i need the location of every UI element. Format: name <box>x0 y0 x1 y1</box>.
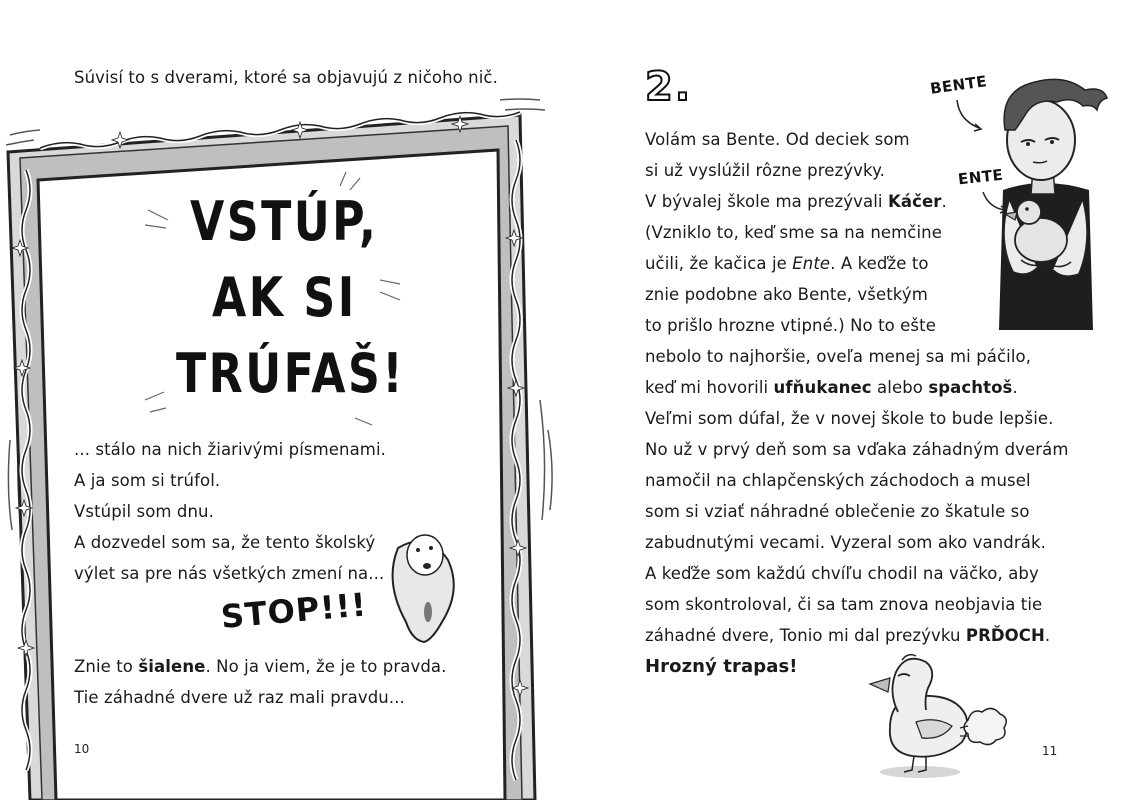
sign-line: AK SI <box>212 266 357 329</box>
body-line: znie podobne ako Bente, všetkým <box>645 285 928 304</box>
body-line: A dozvedel som sa, že tento školský <box>74 533 376 552</box>
body-line: si už vyslúžil rôzne prezývky. <box>645 161 885 180</box>
body-line: A keďže som každú chvíľu chodil na väčko, aby <box>645 564 1039 583</box>
body-line: Volám sa Bente. Od deciek som <box>645 130 910 149</box>
closing-line: Tie záhadné dvere už raz mali pravdu... <box>74 688 405 707</box>
body-line: namočil na chlapčenských záchodoch a musel <box>645 471 1031 490</box>
body-line: No už v prvý deň som sa vďaka záhadným dverám <box>645 440 1069 459</box>
body-line: ... stálo na nich žiarivými písmenami. <box>74 440 387 459</box>
body-line: učili, že kačica je Ente. A keďže to <box>645 254 929 273</box>
body-line: (Vzniklo to, keď sme sa na nemčine <box>645 223 942 242</box>
body-line: Vstúpil som dnu. <box>74 502 214 521</box>
body-line: zabudnutými vecami. Vyzeral som ako vandrák. <box>645 533 1046 552</box>
body-line: nebolo to najhoršie, oveľa menej sa mi páčilo, <box>645 347 1032 366</box>
intro-text: Súvisí to s dverami, ktoré sa objavujú z ničoho nič. <box>74 68 498 87</box>
page-number: 10 <box>74 742 90 756</box>
body-line: A ja som si trúfol. <box>74 471 221 490</box>
chapter-number: 2. <box>645 64 693 110</box>
duck-illustration <box>860 650 1010 780</box>
label-bente: BENTE <box>929 72 989 98</box>
sign-line: VSTÚP, <box>190 190 379 253</box>
boy-with-duck-illustration <box>925 60 1115 330</box>
body-line: som skontroloval, či sa tam znova neobjavia tie <box>645 595 1043 614</box>
body-line-emphasis: Hrozný trapas! <box>645 656 798 677</box>
stop-exclamation: STOP!!! <box>219 585 369 636</box>
body-line: záhadné dvere, Tonio mi dal prezývku PRĎOCH. <box>645 626 1051 645</box>
label-ente: ENTE <box>957 165 1005 189</box>
body-line: keď mi hovorili ufňukanec alebo spachtoš. <box>645 378 1018 397</box>
closing-line: Znie to šialene. No ja viem, že je to pravda. <box>74 657 447 676</box>
body-line: V bývalej škole ma prezývali Káčer. <box>645 192 947 211</box>
body-line: som si vziať náhradné oblečenie zo škatule so <box>645 502 1030 521</box>
body-line: Veľmi som dúfal, že v novej škole to bude lepšie. <box>645 409 1054 428</box>
sign-line: TRÚFAŠ! <box>176 342 406 405</box>
page-number: 11 <box>1042 744 1058 758</box>
body-line: výlet sa pre nás všetkých zmení na... <box>74 564 385 583</box>
body-line: to prišlo hrozne vtipné.) No to ešte <box>645 316 936 335</box>
